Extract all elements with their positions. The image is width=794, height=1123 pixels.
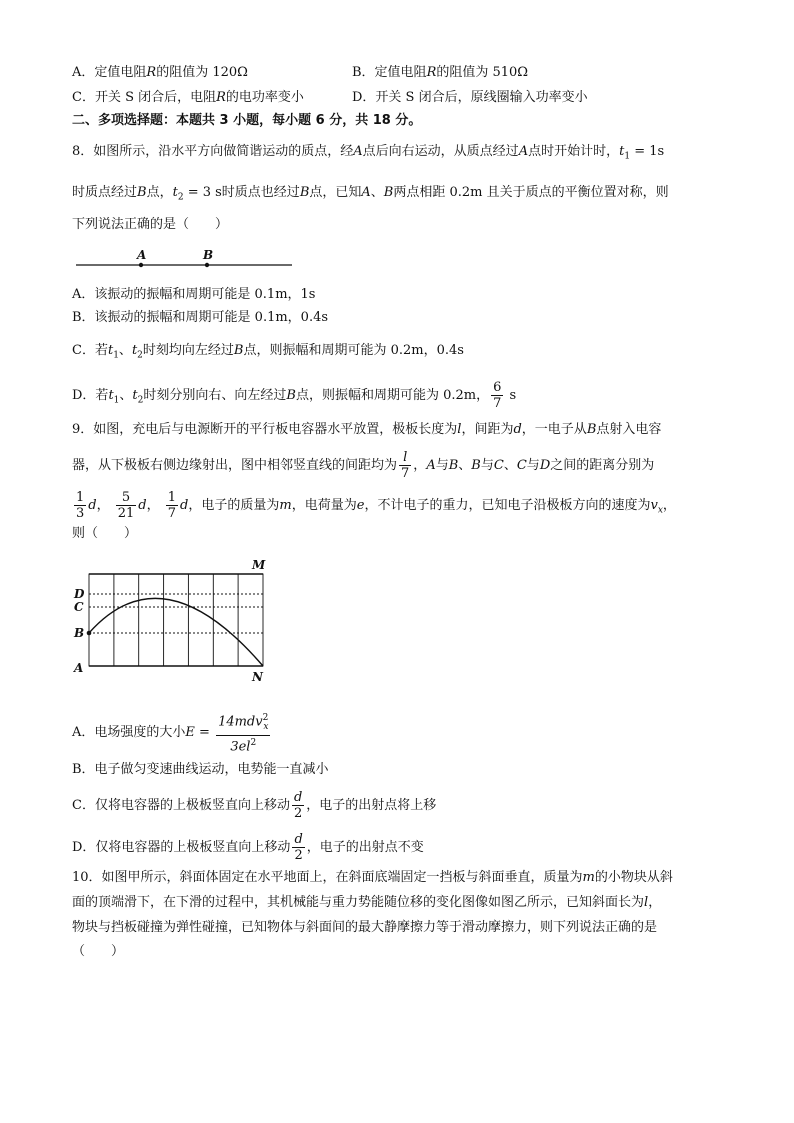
q8-stem-line1: 8．如图所示，沿水平方向做简谐运动的质点，经A点后向右运动，从质点经过A点时开始计时，$t_1 = 1s$ bbox=[72, 144, 665, 162]
q9-fraction-1-3: $\frac{1}{3}$ bbox=[76, 490, 85, 521]
q9-fraction-1-7: $\frac{1}{7}$ bbox=[167, 490, 177, 521]
q9-fraction-5-21: $\frac{5}{21}$ bbox=[117, 490, 135, 521]
q7-option-b: B．定值电阻R的阻值为 510Ω bbox=[352, 65, 529, 80]
q8-option-c: C．若$t_1$、$t_2$时刻均向左经过B点，则振幅和周期可能为 0.2m，0.4s bbox=[72, 343, 464, 361]
q8-fraction-6-7: $\frac{6}{7}$ bbox=[493, 380, 502, 411]
q7-option-a: A．定值电阻R的阻值为 120Ω bbox=[72, 65, 248, 80]
q10-stem-line1: 10．如图甲所示，斜面体固定在水平地面上，在斜面底端固定一挡板与斜面垂直，质量为m的小物块从斜 bbox=[72, 870, 673, 885]
q9-fraction-d-2-c: $\frac{d}{2}$ bbox=[293, 790, 303, 821]
q9-point-b bbox=[87, 631, 92, 636]
q8-stem-line2: 时质点经过B点，$t_2 = 3$ s时质点也经过B点，已知A、B两点相距 0.2m 且关于质点的平衡位置对称，则 bbox=[72, 185, 669, 203]
q9-grid bbox=[89, 574, 263, 666]
q9-option-b: B．电子做匀变速曲线运动，电势能一直减小 bbox=[72, 762, 329, 777]
q9-stem-line4: 则（ ） bbox=[72, 526, 138, 541]
q9-option-c: C．仅将电容器的上极板竖直向上移动 $\frac{d}{2}$ ，电子的出射点将上移 bbox=[72, 790, 437, 821]
q8-option-d: D．若$t_1$、$t_2$时刻分别向右、向左经过B点，则振幅和周期可能为 0.2m， $\frac{6}{7}$ s bbox=[72, 380, 517, 411]
section-heading: 二、多项选择题：本题共 3 小题，每小题 6 分，共 18 分。 bbox=[72, 113, 422, 128]
q9-label-a: A bbox=[74, 661, 84, 675]
q9-label-n: N bbox=[252, 670, 263, 684]
q10-stem-line3: 物块与挡板碰撞为弹性碰撞，已知物体与斜面间的最大静摩擦力等于滑动摩擦力，则下列说法正确的是 bbox=[72, 920, 658, 935]
q9-fraction-d-2-d: $\frac{d}{2}$ bbox=[294, 832, 303, 863]
q9-label-b: B bbox=[74, 626, 85, 640]
q9-option-d: D．仅将电容器的上极板竖直向上移动 $\frac{d}{2}$ ，电子的出射点不变 bbox=[72, 832, 424, 863]
q9-field-formula: $\frac{14mdv^2_x}{3el^2}$ bbox=[218, 713, 269, 755]
q9-trajectory bbox=[89, 598, 263, 666]
q7-option-c: C．开关 S 闭合后，电阻R的电功率变小 bbox=[72, 90, 304, 105]
q9-label-m: M bbox=[252, 558, 266, 572]
q10-stem-line2: 面的顶端滑下，在下滑的过程中，其机械能与重力势能随位移的变化图像如图乙所示，已知斜面长为l， bbox=[72, 895, 662, 910]
q9-stem-line2: 器，从下极板右侧边缘射出，图中相邻竖直线的间距均为 $\frac{l}{7}$ ，A与B、B与C、C与D之间的距离分别为 bbox=[72, 450, 655, 481]
q8-stem-line3: 下列说法正确的是（ ） bbox=[72, 217, 229, 232]
q7-option-d: D．开关 S 闭合后，原线圈输入功率变小 bbox=[352, 90, 588, 105]
q9-label-d: D bbox=[74, 587, 85, 601]
q9-label-c: C bbox=[74, 600, 84, 614]
q8-option-a: A．该振动的振幅和周期可能是 0.1m，1s bbox=[72, 287, 316, 302]
q9-option-a: A．电场强度的大小E = $\frac{14mdv^2_x}{3el^2}$ bbox=[72, 713, 269, 755]
q9-fraction-l-7: $\frac{l}{7}$ bbox=[401, 450, 410, 481]
q9-stem-line3: $\frac{1}{3}$ d， $\frac{5}{21}$ d， $\frac{1}{7}$ d，电子的质量为m，电荷量为e，不计电子的重力，已知电子沿极板方向的速度为$v_x$， bbox=[76, 490, 676, 521]
q8-label-b: B bbox=[203, 248, 214, 262]
q8-option-b: B．该振动的振幅和周期可能是 0.1m，0.4s bbox=[72, 310, 329, 325]
q8-label-a: A bbox=[137, 248, 147, 262]
q9-stem-line1: 9．如图，充电后与电源断开的平行板电容器水平放置，极板长度为l，间距为d，一电子从B点射入电容 bbox=[72, 422, 662, 437]
q10-stem-line4: （ ） bbox=[72, 944, 125, 959]
